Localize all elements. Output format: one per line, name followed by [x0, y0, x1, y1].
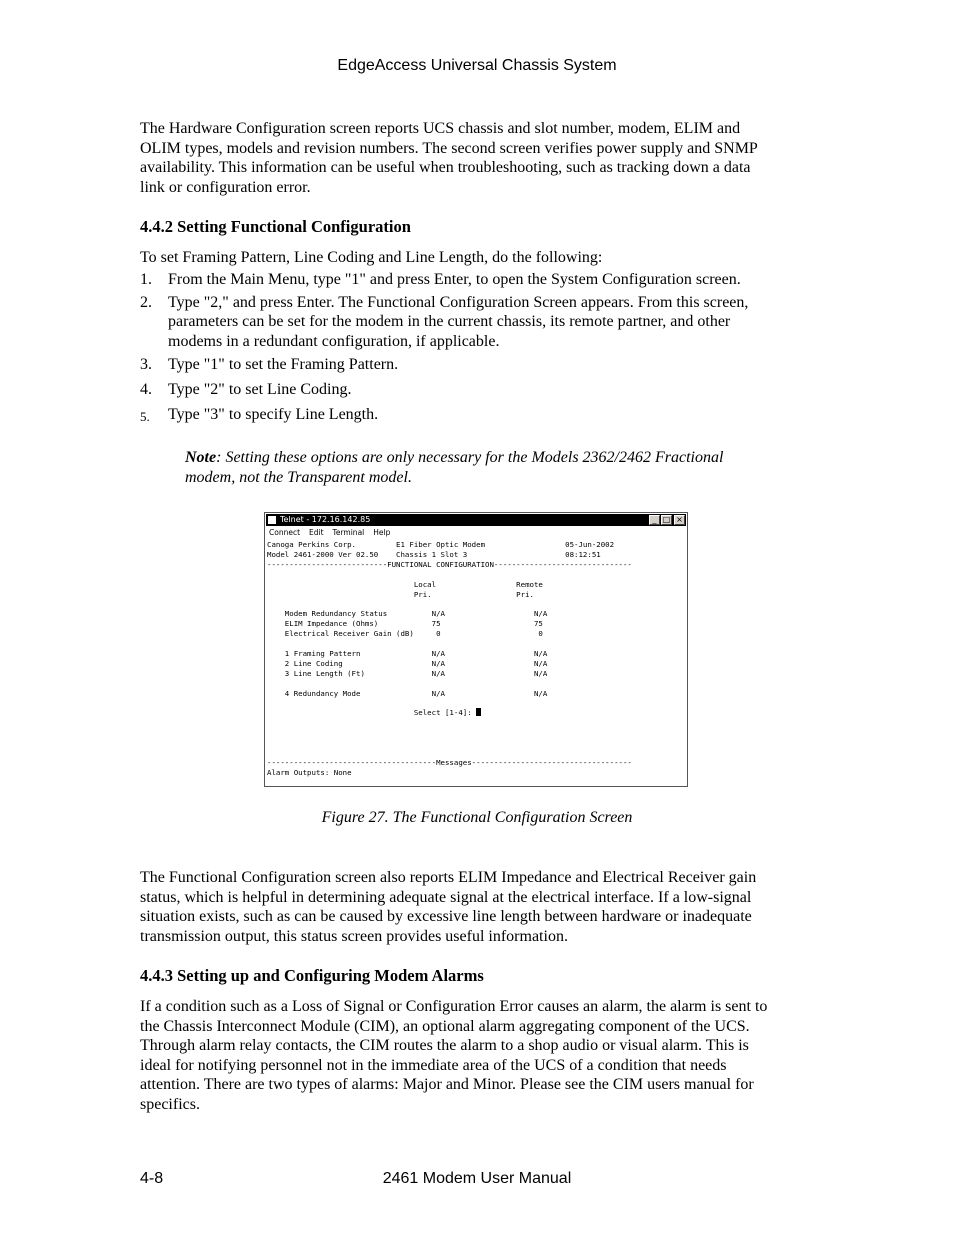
step-text: parameters can be set for the modem in the current chassis, its remote partner, and other — [168, 313, 731, 331]
page-number: 4-8 — [140, 1170, 164, 1187]
note-label: Note — [185, 449, 217, 466]
note-text: modem, not the Transparent model. — [185, 468, 412, 486]
intro-line: The Hardware Configuration screen reports UCS chassis and slot number, modem, ELIM and — [140, 120, 741, 137]
menu-bar — [266, 527, 686, 538]
intro-paragraph — [140, 119, 816, 197]
step-text: modems in a redundant configuration, if applicable. — [168, 332, 500, 350]
intro-line: link or configuration error. — [140, 178, 311, 196]
section-lead: To set Framing Pattern, Line Coding and Line Length, do the following: — [140, 249, 603, 266]
step-text: From the Main Menu, type "1" and press Enter, to open the System Configuration screen. — [168, 271, 741, 288]
terminal-line — [267, 699, 685, 709]
note — [185, 448, 795, 487]
section-heading-4-4-2: 4.4.2 Setting Functional Configuration — [140, 217, 411, 236]
list-item — [140, 380, 816, 400]
note-text: : Setting these options are only necessary for the Models 2362/2462 Fractional — [216, 449, 724, 466]
paragraph-line: The Functional Configuration screen also reports ELIM Impedance and Electrical Receiver gain — [140, 869, 757, 886]
paragraph-line: the Chassis Interconnect Module (CIM), an optional alarm aggregating component of the UCS. — [140, 1017, 750, 1035]
menu-connect[interactable]: Connect — [269, 528, 301, 537]
telnet-window — [264, 512, 688, 787]
list-item — [140, 270, 816, 290]
step-number: 3. — [140, 356, 152, 374]
paragraph-line: attention. There are two types of alarms: Major and Minor. Please see the CIM users manual for — [140, 1076, 754, 1094]
terminal-line: 3 Line Length (Ft) N/A N/A — [267, 668, 548, 678]
terminal-line: 4 Redundancy Mode N/A N/A — [267, 688, 548, 698]
running-header: EdgeAccess Universal Chassis System — [337, 57, 617, 74]
terminal-line: ---------------------------FUNCTIONAL CONFIGURATION------------------------------- — [267, 559, 632, 569]
paragraph-line: situation exists, such as can be caused by excessive line length between hardware or inadequate — [140, 908, 752, 926]
list-item — [140, 293, 816, 352]
telnet-app-icon — [268, 516, 276, 524]
step-text: Type "1" to set the Framing Pattern. — [168, 356, 399, 374]
close-button[interactable]: × — [674, 515, 685, 525]
menu-edit[interactable]: Edit — [309, 528, 324, 537]
alarm-outputs-line: Alarm Outputs: None — [267, 767, 352, 777]
step-number: 1. — [140, 271, 152, 288]
text-cursor — [476, 708, 481, 716]
paragraph-line: status, which is helpful in determining adequate signal at the electrical interface. If a low-signal — [140, 888, 752, 906]
terminal-screen[interactable] — [267, 540, 685, 784]
select-prompt-line[interactable] — [267, 708, 685, 718]
window-title: Telnet - 172.16.142.85 — [280, 515, 371, 524]
terminal-line — [267, 639, 685, 649]
terminal-line: Local Remote — [267, 579, 543, 589]
paragraph-line: transmission output, this status screen provides useful information. — [140, 927, 568, 945]
menu-help[interactable]: Help — [373, 528, 391, 537]
select-prompt: Select [1-4]: — [267, 708, 477, 718]
terminal-line — [267, 679, 685, 689]
terminal-line: ELIM Impedance (Ohms) 75 75 — [267, 619, 543, 629]
paragraph-line: If a condition such as a Loss of Signal or Configuration Error causes an alarm, the alarm is sent to — [140, 998, 768, 1015]
terminal-line: Pri. Pri. — [267, 589, 534, 599]
terminal-line: Electrical Receiver Gain (dB) 0 0 — [267, 629, 543, 639]
messages-divider: --------------------------------------Messages------------------------------------ — [267, 757, 632, 767]
alarms-paragraph — [140, 997, 816, 1115]
step-number: 4. — [140, 380, 152, 398]
list-item — [140, 355, 816, 375]
manual-title: 2461 Modem User Manual — [382, 1170, 572, 1187]
paragraph-line: Through alarm relay contacts, the CIM routes the alarm to a shop audio or visual alarm. This is — [140, 1037, 749, 1055]
terminal-line — [267, 599, 685, 609]
paragraph-line: specifics. — [140, 1095, 200, 1113]
list-item — [140, 405, 816, 425]
section-heading-4-4-3: 4.4.3 Setting up and Configuring Modem Alarms — [140, 966, 484, 985]
terminal-spacer — [267, 718, 685, 758]
step-number: 5. — [140, 408, 150, 424]
functional-paragraph — [140, 868, 816, 946]
terminal-line: Canoga Perkins Corp. E1 Fiber Optic Modem 05-Jun-2002 — [267, 540, 615, 549]
step-number: 2. — [140, 293, 152, 311]
window-titlebar[interactable] — [266, 514, 686, 526]
terminal-line: Modem Redundancy Status N/A N/A — [267, 609, 548, 619]
terminal-line: 1 Framing Pattern N/A N/A — [267, 648, 548, 658]
intro-line: OLIM types, models and revision numbers. The second screen verifies power supply and SNMP — [140, 139, 758, 157]
intro-line: availability. This information can be useful when troubleshooting, such as tracking down a data — [140, 159, 751, 177]
terminal-line — [267, 570, 685, 580]
step-text: Type "2," and press Enter. The Functional Configuration Screen appears. From this screen, — [168, 293, 749, 311]
figure-caption: Figure 27. The Functional Configuration Screen — [321, 809, 633, 826]
minimize-button[interactable]: _ — [649, 515, 660, 525]
step-text: Type "3" to specify Line Length. — [168, 405, 379, 423]
steps-list — [140, 270, 816, 424]
maximize-button[interactable]: □ — [662, 515, 671, 524]
paragraph-line: ideal for notifying personnel not in the immediate area of the UCS of a condition that needs — [140, 1056, 727, 1074]
terminal-line: Model 2461-2000 Ver 02.50 Chassis 1 Slot 3 08:12:51 — [267, 549, 601, 559]
menu-terminal[interactable]: Terminal — [332, 528, 365, 537]
step-text: Type "2" to set Line Coding. — [168, 380, 352, 398]
terminal-line: 2 Line Coding N/A N/A — [267, 658, 548, 668]
